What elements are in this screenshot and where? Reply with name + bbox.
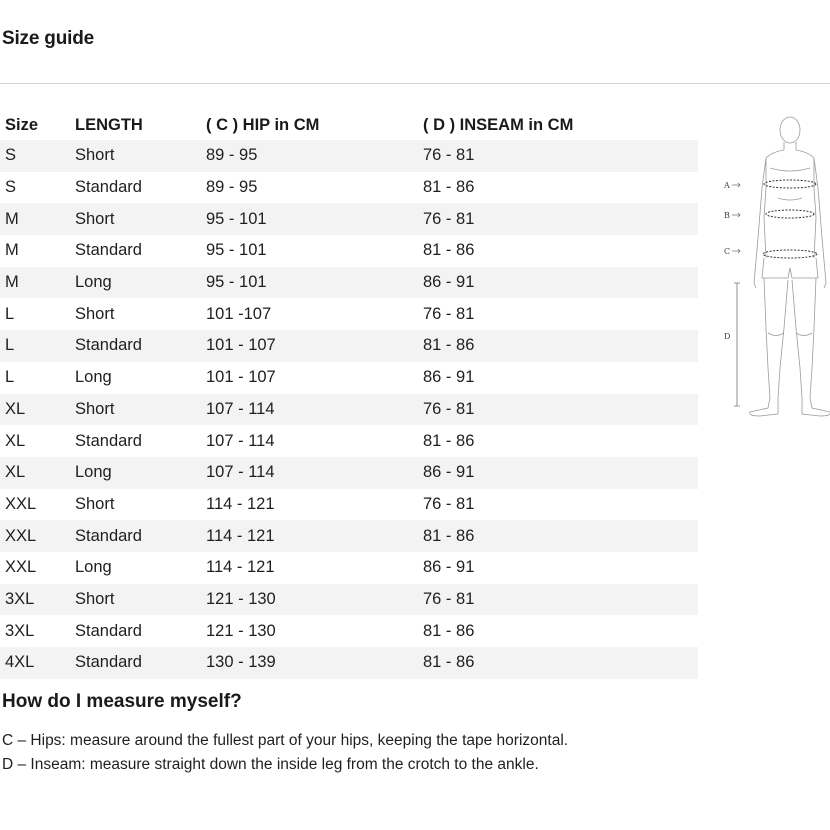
cell-size: M	[0, 203, 72, 235]
table-row	[0, 362, 698, 394]
cell-length: Standard	[72, 520, 203, 552]
cell-size: S	[0, 140, 72, 172]
cell-size: XL	[0, 394, 72, 426]
cell-hip: 121 - 130	[203, 584, 420, 616]
cell-inseam: 81 - 86	[420, 520, 698, 552]
cell-inseam: 76 - 81	[420, 394, 698, 426]
cell-size: XXL	[0, 520, 72, 552]
cell-hip: 107 - 114	[203, 394, 420, 426]
cell-hip: 95 - 101	[206, 241, 267, 260]
table-body	[0, 140, 698, 679]
cell-hip: 89 - 95	[203, 140, 420, 172]
table-row	[0, 298, 698, 330]
cell-size: L	[5, 368, 15, 387]
table-row	[0, 203, 698, 235]
cell-length: Short	[72, 394, 203, 426]
table-row	[0, 394, 698, 426]
cell-inseam: 81 - 86	[420, 330, 698, 362]
table-row	[0, 330, 698, 362]
header-length: LENGTH	[75, 115, 143, 134]
cell-hip: 114 - 121	[206, 494, 275, 513]
instruction-inseam: D – Inseam: measure straight down the inside leg from the crotch to the ankle.	[2, 756, 539, 773]
cell-hip: 95 - 101	[203, 203, 420, 235]
table-row	[0, 520, 698, 552]
cell-size: 4XL	[0, 647, 72, 679]
cell-length: Long	[75, 558, 112, 577]
cell-inseam: 81 - 86	[423, 621, 475, 640]
cell-inseam: 81 - 86	[420, 647, 698, 679]
cell-hip: 95 - 101	[203, 267, 420, 299]
cell-length: Short	[75, 304, 115, 323]
cell-length: Standard	[75, 621, 142, 640]
table-row	[0, 172, 698, 204]
cell-hip: 89 - 95	[206, 178, 258, 197]
cell-hip: 107 - 114	[203, 457, 420, 489]
cell-length: Standard	[72, 330, 203, 362]
table-row	[0, 552, 698, 584]
cell-inseam: 76 - 81	[423, 304, 475, 323]
cell-length: Long	[72, 457, 203, 489]
table-row	[0, 489, 698, 521]
cell-size: XL	[5, 431, 26, 450]
cell-length: Long	[72, 267, 203, 299]
cell-size: S	[5, 178, 17, 197]
cell-inseam: 76 - 81	[423, 494, 475, 513]
cell-inseam: 76 - 81	[420, 584, 698, 616]
table-row	[0, 140, 698, 172]
cell-size: L	[0, 330, 72, 362]
cell-size: 3XL	[5, 621, 35, 640]
cell-inseam: 81 - 86	[423, 431, 475, 450]
measurement-lines	[763, 180, 817, 258]
body-measurement-figure	[720, 108, 830, 428]
cell-size: XXL	[5, 494, 37, 513]
cell-hip: 121 - 130	[206, 621, 276, 640]
table-row	[0, 235, 698, 267]
header-hip: ( C ) HIP in CM	[206, 115, 320, 134]
label-b: B	[724, 211, 730, 220]
header-size: Size	[5, 115, 39, 134]
body-outline	[750, 117, 830, 416]
cell-inseam: 76 - 81	[420, 203, 698, 235]
inseam-line	[734, 283, 740, 406]
cell-inseam: 86 - 91	[423, 368, 475, 387]
cell-length: Standard	[72, 647, 203, 679]
table-row	[0, 647, 698, 679]
cell-length: Long	[75, 368, 112, 387]
cell-inseam: 86 - 91	[423, 558, 475, 577]
cell-length: Short	[72, 584, 203, 616]
table-row	[0, 584, 698, 616]
label-arrows	[732, 183, 740, 253]
cell-hip: 107 - 114	[206, 431, 275, 450]
cell-length: Short	[72, 203, 203, 235]
cell-length: Short	[72, 140, 203, 172]
table-row	[0, 615, 698, 647]
cell-hip: 130 - 139	[203, 647, 420, 679]
cell-inseam: 86 - 91	[420, 267, 698, 299]
cell-hip: 114 - 121	[206, 558, 275, 577]
table-header-row	[0, 110, 698, 140]
cell-hip: 101 -107	[206, 304, 272, 323]
size-table	[0, 110, 698, 679]
cell-size: 3XL	[0, 584, 72, 616]
cell-length: Standard	[75, 431, 142, 450]
cell-hip: 114 - 121	[203, 520, 420, 552]
cell-inseam: 81 - 86	[423, 241, 475, 260]
cell-length: Short	[75, 494, 115, 513]
label-c: C	[724, 247, 731, 256]
cell-size: XL	[0, 457, 72, 489]
header-inseam: ( D ) INSEAM in CM	[423, 115, 574, 134]
cell-size: L	[5, 304, 15, 323]
cell-length: Standard	[75, 178, 142, 197]
label-d: D	[724, 332, 731, 341]
table-row	[0, 267, 698, 299]
label-a: A	[724, 181, 730, 190]
measure-heading: How do I measure myself?	[2, 691, 242, 712]
table-row	[0, 425, 698, 457]
table-row	[0, 457, 698, 489]
cell-size: XXL	[5, 558, 37, 577]
cell-inseam: 81 - 86	[423, 178, 475, 197]
cell-size: M	[0, 267, 72, 299]
cell-inseam: 76 - 81	[420, 140, 698, 172]
cell-inseam: 86 - 91	[420, 457, 698, 489]
cell-length: Standard	[75, 241, 142, 260]
cell-hip: 101 - 107	[203, 330, 420, 362]
page-title: Size guide	[2, 28, 94, 49]
cell-hip: 101 - 107	[206, 368, 276, 387]
instruction-hips: C – Hips: measure around the fullest part of your hips, keeping the tape horizontal.	[2, 732, 569, 749]
cell-size: M	[5, 241, 19, 260]
divider	[0, 83, 830, 84]
